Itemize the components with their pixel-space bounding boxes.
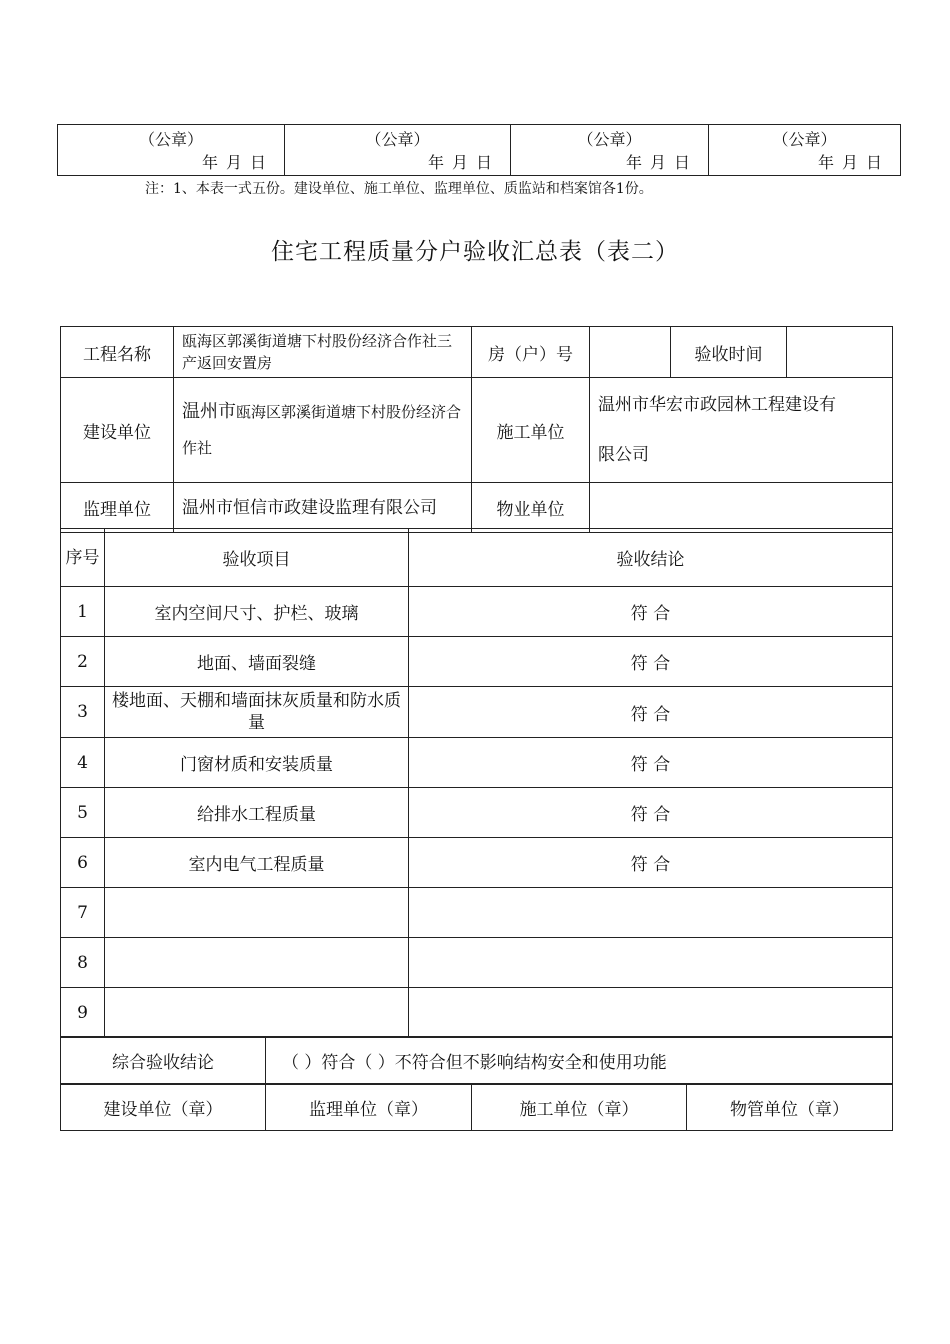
seal-cell [58, 125, 285, 176]
seal-label: （公章） [138, 130, 203, 149]
row-conclusion: 符 合 [409, 637, 893, 687]
header-no: 序号 [61, 529, 105, 587]
signature-supervisor: 监理单位（章） [266, 1084, 472, 1131]
row-item: 给排水工程质量 [105, 788, 409, 838]
row-no: 9 [61, 988, 105, 1038]
header-item: 验收项目 [105, 529, 409, 587]
row-conclusion [409, 988, 893, 1038]
project-name-row [61, 327, 893, 378]
row-no: 8 [61, 938, 105, 988]
table-row [61, 888, 893, 938]
row-conclusion: 符 合 [409, 788, 893, 838]
builder-value-prefix: 温州市 [182, 401, 236, 422]
seal-table [57, 124, 901, 176]
header-conclusion: 验收结论 [409, 529, 893, 587]
table-row [61, 587, 893, 637]
row-conclusion: 符 合 [409, 587, 893, 637]
supervisor-value: 温州市恒信市政建设监理有限公司 [174, 483, 472, 533]
seal-date: 年月日 [427, 153, 500, 172]
signature-contractor: 施工单位（章） [472, 1084, 687, 1131]
seal-label: （公章） [577, 130, 642, 149]
seal-date: 年月日 [817, 153, 890, 172]
signature-row [61, 1084, 893, 1131]
seal-label: （公章） [365, 130, 430, 149]
builder-label: 建设单位 [61, 378, 174, 483]
seal-row [58, 125, 901, 176]
table-row [61, 637, 893, 687]
signature-property: 物管单位（章） [687, 1084, 893, 1131]
row-item [105, 988, 409, 1038]
inspect-time-label: 验收时间 [671, 327, 787, 378]
row-item: 室内电气工程质量 [105, 838, 409, 888]
builder-value [174, 378, 472, 483]
inspection-items-table [60, 528, 893, 1038]
page-title: 住宅工程质量分户验收汇总表（表二） [271, 239, 679, 265]
row-no: 1 [61, 587, 105, 637]
row-no: 6 [61, 838, 105, 888]
overall-conclusion-table [60, 1036, 893, 1085]
overall-conclusion-row [61, 1037, 893, 1085]
contractor-value [590, 378, 893, 483]
builder-row [61, 378, 893, 483]
row-conclusion [409, 888, 893, 938]
seal-cell [285, 125, 511, 176]
row-no: 7 [61, 888, 105, 938]
row-item: 地面、墙面裂缝 [105, 637, 409, 687]
row-conclusion: 符 合 [409, 687, 893, 738]
property-value [590, 483, 893, 533]
house-no-label: 房（户）号 [472, 327, 590, 378]
row-conclusion: 符 合 [409, 738, 893, 788]
seal-label: （公章） [772, 130, 837, 149]
row-no: 2 [61, 637, 105, 687]
table-row [61, 938, 893, 988]
signature-builder: 建设单位（章） [61, 1084, 266, 1131]
overall-value: （ ）符合（ ）不符合但不影响结构安全和使用功能 [266, 1037, 893, 1085]
table-row [61, 988, 893, 1038]
contractor-label: 施工单位 [472, 378, 590, 483]
table-row [61, 687, 893, 738]
seal-date: 年月日 [625, 153, 698, 172]
supervisor-label: 监理单位 [61, 483, 174, 533]
row-conclusion [409, 938, 893, 988]
inspect-time-value [787, 327, 893, 378]
house-no-value [590, 327, 671, 378]
table-row [61, 838, 893, 888]
seal-cell [511, 125, 709, 176]
contractor-value-line1: 温州市华宏市政园林工程建设有 [598, 395, 836, 415]
row-conclusion: 符 合 [409, 838, 893, 888]
row-item [105, 938, 409, 988]
row-item: 门窗材质和安装质量 [105, 738, 409, 788]
supervisor-row [61, 483, 893, 533]
project-name-label: 工程名称 [61, 327, 174, 378]
overall-label: 综合验收结论 [61, 1037, 266, 1085]
row-item: 室内空间尺寸、护栏、玻璃 [105, 587, 409, 637]
row-no: 3 [61, 687, 105, 738]
property-label: 物业单位 [472, 483, 590, 533]
builder-value-rest: 瓯海区郭溪街道塘下村股份经济合作社 [182, 403, 462, 457]
table-row [61, 788, 893, 838]
row-item [105, 888, 409, 938]
table-row [61, 738, 893, 788]
contractor-value-line2: 限公司 [598, 445, 649, 465]
project-name-value: 瓯海区郭溪街道塘下村股份经济合作社三产返回安置房 [174, 327, 472, 378]
row-no: 5 [61, 788, 105, 838]
row-no: 4 [61, 738, 105, 788]
items-header-row [61, 529, 893, 587]
seal-cell [709, 125, 901, 176]
project-info-table [60, 326, 893, 533]
row-item: 楼地面、天棚和墙面抹灰质量和防水质量 [105, 687, 409, 738]
seal-date: 年月日 [201, 153, 274, 172]
signature-table [60, 1083, 893, 1131]
footnote: 注：1、本表一式五份。建设单位、施工单位、监理单位、质监站和档案馆各1份。 [145, 181, 653, 197]
